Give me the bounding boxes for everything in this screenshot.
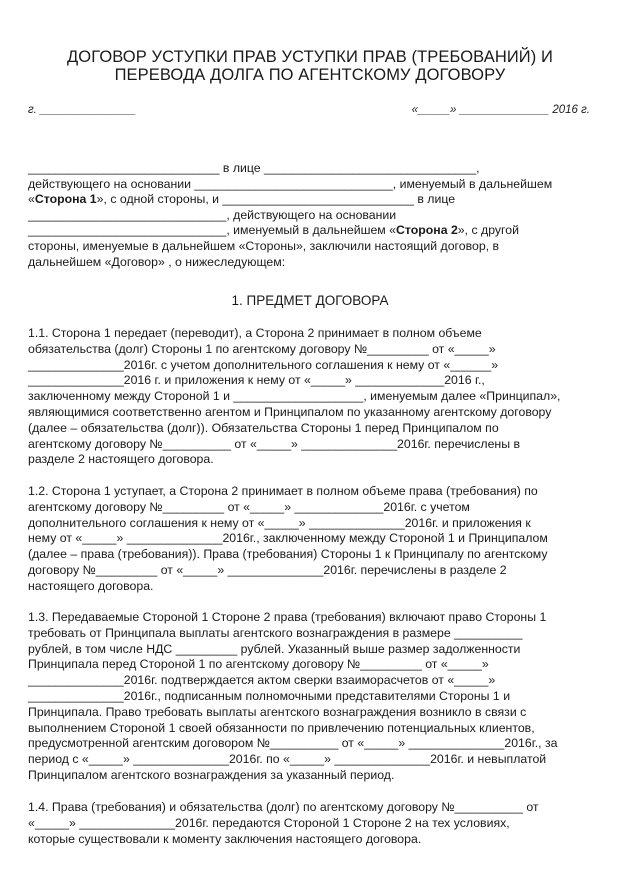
- clause-line: являющимися соответственно агентом и Принципалом по указанному агентскому договору: [28, 404, 552, 419]
- clause-line: которые существовали к моменту заключения настоящего договора.: [28, 831, 422, 846]
- title-line: ПЕРЕВОДА ДОЛГА ПО АГЕНТСКОМУ ДОГОВОРУ: [114, 66, 506, 84]
- clause-1-3: [28, 610, 593, 784]
- clause-line: договору №_________ от «_____» ______________2016г. перечислены в разделе 2: [28, 562, 507, 577]
- clause-line: ______________2016г. с учетом дополнительного соглашения к нему от «______»: [28, 357, 499, 372]
- clause-1-1: [28, 326, 593, 468]
- clause-1-2: [28, 484, 593, 595]
- clause-line: ______________2016 г. и приложения к нему от «_____» _____________2016 г.,: [28, 373, 485, 388]
- text-fragment: _____________________________, именуемый в дальнейшем «: [28, 223, 396, 238]
- clause-line: Принципала. Право требовать выплаты агентского вознаграждения возникло в связи с: [28, 704, 527, 719]
- preamble-line: ____________________________ в лице _______________________________,: [28, 161, 480, 175]
- title-line: ДОГОВОР УСТУПКИ ПРАВ УСТУПКИ ПРАВ (ТРЕБОВАНИЙ) И: [67, 48, 553, 66]
- preamble-paragraph: [28, 161, 593, 270]
- clause-line: (далее – обязательства (долг)). Обязательства Стороны 1 перед Принципалом по: [28, 420, 499, 435]
- party-1-name: Сторона 1: [34, 192, 97, 207]
- clause-line: предусмотренной агентским договором №__________ от «_____» ______________2016г., за: [28, 736, 558, 751]
- clause-line: требовать от Принципала выплаты агентского вознаграждения в размере __________: [28, 625, 523, 640]
- preamble-line: действующего на основании _____________________________, именуемый в дальнейшем: [28, 176, 553, 191]
- clause-line: дополнительного соглашения к нему от «_____» ______________2016г. и приложения к: [28, 515, 531, 530]
- contract-date: «_____» ______________ 2016 г.: [411, 104, 590, 116]
- clause-line: ______________2016г. подтверждается актом сверки взаиморасчетов от «_____»: [28, 673, 496, 688]
- clause-line: 1.2. Сторона 1 уступает, а Сторона 2 принимает в полном объеме права (требования) по: [28, 484, 538, 498]
- contract-place: г. _______________: [28, 104, 136, 116]
- clause-line: Принципала перед Стороной 1 по агентскому договору №_________ от «_____»: [28, 657, 489, 672]
- party-2-name: Сторона 2: [396, 223, 458, 238]
- clause-line: разделе 2 настоящего договора.: [28, 452, 214, 467]
- clause-line: заключенному между Стороной 1 и ___________________, именуемым далее «Принципал»,: [28, 389, 561, 404]
- clause-line: «_____» ______________2016г. передаются Стороной 1 Стороне 2 на тех условиях,: [28, 815, 510, 830]
- preamble-line: [28, 223, 593, 239]
- preamble-line: стороны, именуемые в дальнейшем «Стороны», заключили настоящий договор, в: [28, 238, 500, 253]
- clause-1-4: [28, 800, 593, 847]
- clause-line: нему от «_____» ______________2016г., заключенному между Стороной 1 и Принципалом: [28, 531, 548, 546]
- clause-line: агентскому договору №_________ от «_____» _____________2016г. с учетом: [28, 499, 470, 514]
- clause-line: 1.1. Сторона 1 передает (переводит), а Сторона 2 принимает в полном объеме: [28, 326, 482, 340]
- clause-line: (далее – права (требования)). Права (требования) Стороны 1 к Принципалу по агентскому: [28, 547, 548, 562]
- clause-line: 1.4. Права (требования) и обязательства (долг) по агентскому договору №__________ от: [28, 800, 539, 814]
- preamble-line: [28, 192, 593, 208]
- clause-line: период с «_____» ______________2016г. по «_____» ______________2016г. и невыплатой: [28, 752, 547, 767]
- document-title: [0, 48, 620, 84]
- text-fragment: », с другой: [457, 223, 519, 238]
- section-heading: 1. ПРЕДМЕТ ДОГОВОРА: [231, 293, 389, 308]
- text-fragment: », с одной стороны, и ____________________________ в лице: [96, 192, 456, 207]
- clause-line: настоящего договора.: [28, 578, 154, 593]
- clause-line: выполнением Стороной 1 своей обязанности по привлечению потенциальных клиентов,: [28, 720, 535, 735]
- text-fragment: «: [28, 192, 35, 207]
- clause-line: ______________2016г., подписанным полномочными представителями Стороны 1 и: [28, 688, 511, 703]
- clause-line: 1.3. Передаваемые Стороной 1 Стороне 2 права (требования) включают право Стороны 1: [28, 610, 547, 624]
- clause-line: агентскому договору №__________ от «_____» ______________2016г. перечислены в: [28, 436, 521, 451]
- clause-line: обязательства (долг) Стороны 1 по агентскому договору №_________ от «_____»: [28, 341, 496, 356]
- preamble-line: _____________________________, действующего на основании: [28, 207, 397, 222]
- clause-line: Принципалом агентского вознаграждения за указанный период.: [28, 767, 395, 782]
- preamble-line: дальнейшем «Договор» , о нижеследующем:: [28, 254, 286, 269]
- clause-line: рублей, в том числе НДС _________ рублей. Указанный выше размер задолженности: [28, 641, 521, 656]
